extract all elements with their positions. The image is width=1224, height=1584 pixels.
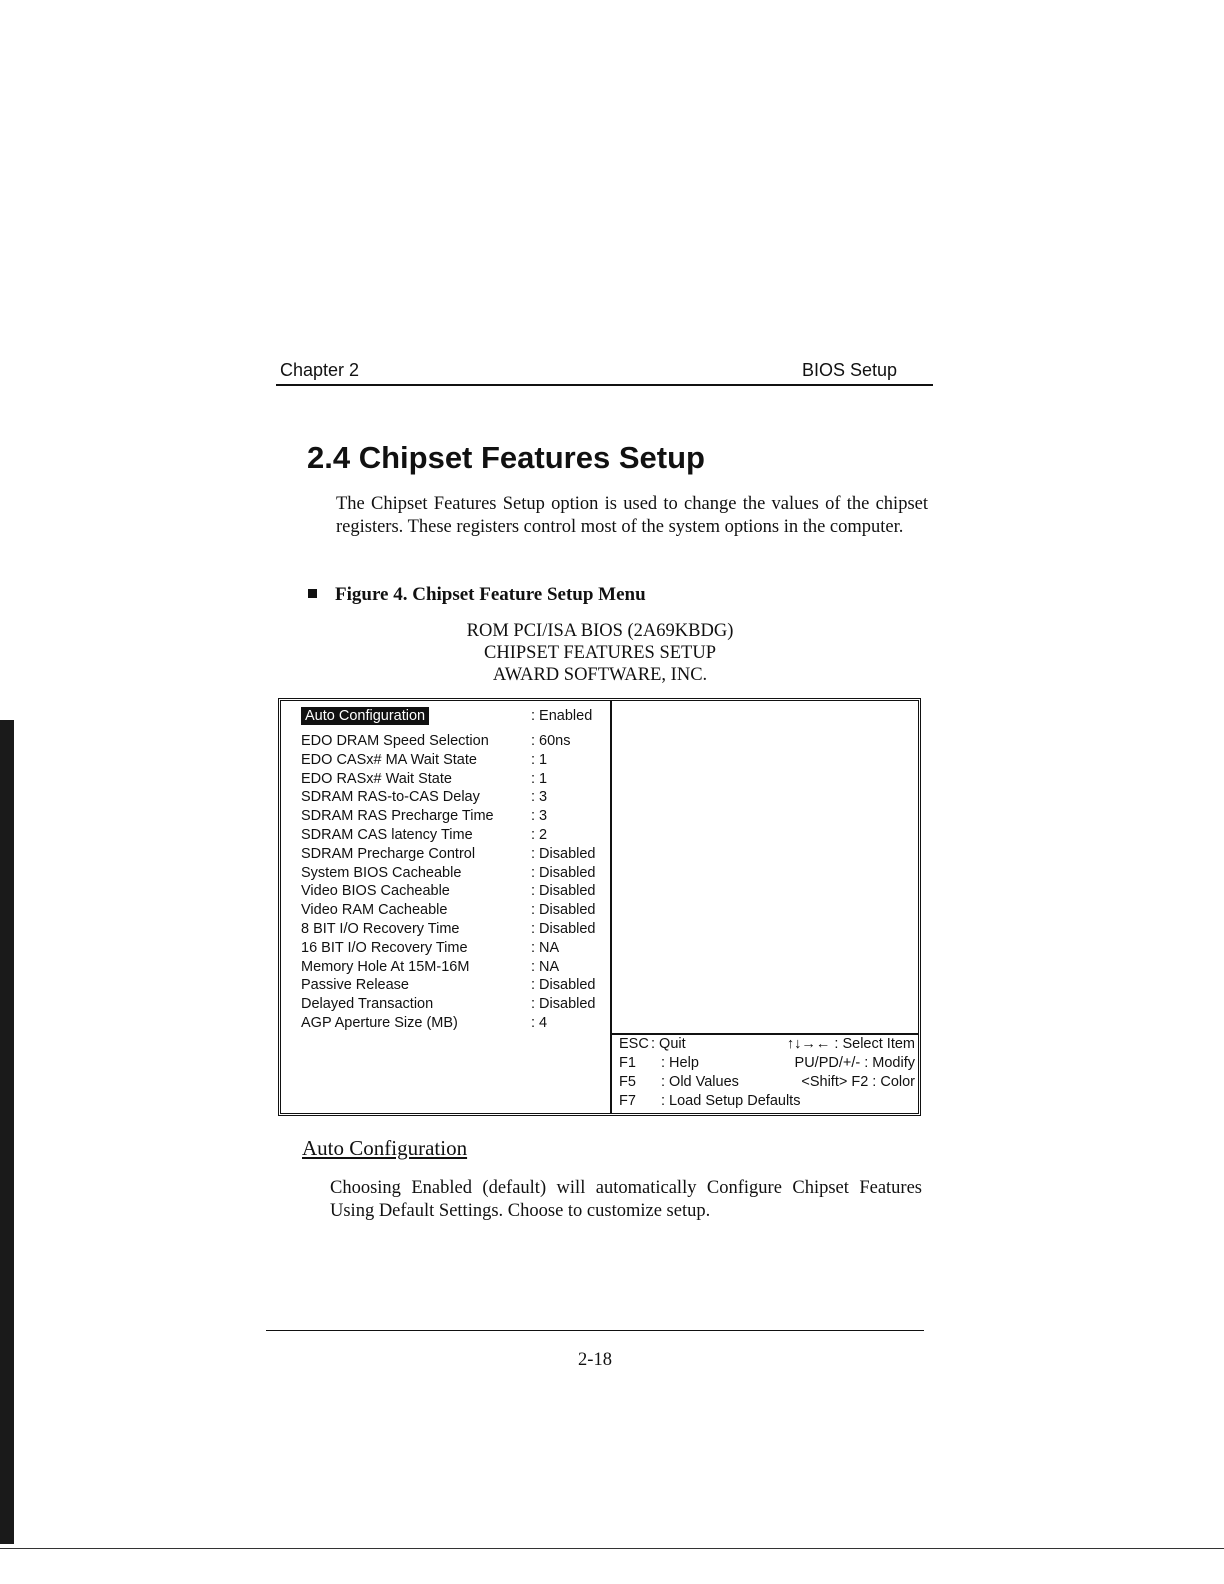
bios-option-value[interactable]: : Disabled <box>531 920 596 937</box>
key-help-row-esc <box>619 1035 915 1054</box>
bios-option-row[interactable] <box>301 705 611 732</box>
bios-option-value[interactable]: : 3 <box>531 789 548 806</box>
bios-option-value[interactable]: : 3 <box>531 808 548 825</box>
bios-option-value[interactable]: : Disabled <box>531 864 596 881</box>
bios-option-label: AGP Aperture Size (MB) <box>301 1014 458 1031</box>
key-esc: ESC <box>619 1036 649 1052</box>
bios-heading-line-1: ROM PCI/ISA BIOS (2A69KBDG) <box>466 621 734 641</box>
bios-option-label: EDO CASx# MA Wait State <box>301 751 477 768</box>
description-paragraph: Choosing Enabled (default) will automatically Configure Chipset Features Using Default Settings. Choose to customize setup. <box>330 1178 922 1221</box>
bios-option-label: 16 BIT I/O Recovery Time <box>301 939 468 956</box>
subheading: Auto Configuration <box>302 1136 468 1160</box>
key-select-item: ↑↓→← : Select Item <box>786 1036 915 1052</box>
page-number: 2-18 <box>578 1350 612 1370</box>
bios-option-value[interactable]: : 60ns <box>531 733 571 749</box>
chapter-label: Chapter 2 <box>280 360 360 380</box>
bios-option-label: Video BIOS Cacheable <box>301 883 450 900</box>
bios-key-help <box>619 1035 915 1111</box>
page-title: 2.4 Chipset Features Setup <box>307 440 705 475</box>
bios-option-row[interactable] <box>301 958 611 977</box>
bios-option-value[interactable]: : 2 <box>531 826 548 843</box>
bios-option-row[interactable] <box>301 732 611 751</box>
key-f5: F5 <box>619 1074 636 1090</box>
bios-option-row[interactable] <box>301 1014 611 1033</box>
bios-setup-screen <box>278 698 921 1116</box>
bios-option-label: 8 BIT I/O Recovery Time <box>301 920 460 937</box>
bios-option-label: Video RAM Cacheable <box>301 902 448 919</box>
bios-option-row[interactable] <box>301 939 611 958</box>
section-label: BIOS Setup <box>802 360 898 380</box>
scan-edge-artifact <box>0 720 14 1544</box>
key-f1-desc: : Help <box>661 1055 699 1071</box>
bios-option-row[interactable] <box>301 807 611 826</box>
bios-option-label: SDRAM CAS latency Time <box>301 826 473 843</box>
bios-option-row[interactable] <box>301 901 611 920</box>
bios-option-value[interactable]: : Disabled <box>531 996 596 1013</box>
bios-option-value[interactable]: : Disabled <box>531 883 596 900</box>
bios-option-row[interactable] <box>301 864 611 883</box>
bios-option-label: SDRAM RAS-to-CAS Delay <box>301 789 480 806</box>
scan-bottom-line <box>0 1548 1224 1549</box>
bios-option-label: SDRAM Precharge Control <box>301 845 476 862</box>
bios-option-row[interactable] <box>301 976 611 995</box>
bios-option-value[interactable]: : NA <box>531 958 560 975</box>
key-help-row-f7 <box>619 1092 915 1111</box>
bios-heading-line-2: CHIPSET FEATURES SETUP <box>484 643 716 663</box>
figure-caption-text: Figure 4. Chipset Feature Setup Menu <box>335 584 646 605</box>
bios-option-row[interactable] <box>301 770 611 789</box>
bullet-icon <box>308 589 317 598</box>
bios-option-label: System BIOS Cacheable <box>301 864 462 881</box>
bios-option-value[interactable]: : Disabled <box>531 902 596 919</box>
key-f1: F1 <box>619 1055 636 1071</box>
bios-option-row[interactable] <box>301 995 611 1014</box>
bios-option-row[interactable] <box>301 751 611 770</box>
bios-option-label: SDRAM RAS Precharge Time <box>301 808 494 825</box>
key-color: <Shift> F2 : Color <box>801 1074 915 1090</box>
bios-option-value[interactable]: : Disabled <box>531 845 596 862</box>
key-esc-desc: : Quit <box>651 1036 686 1052</box>
bios-option-row[interactable] <box>301 845 611 864</box>
bios-option-list <box>301 705 611 1033</box>
key-help-row-f5 <box>619 1073 915 1092</box>
bios-option-label: EDO DRAM Speed Selection <box>301 733 489 749</box>
bios-option-row[interactable] <box>301 920 611 939</box>
header-rule <box>276 384 933 386</box>
key-f7-desc: : Load Setup Defaults <box>661 1093 801 1109</box>
bios-option-row[interactable] <box>301 826 611 845</box>
bios-option-value[interactable]: : 1 <box>531 751 548 768</box>
footer-rule <box>266 1330 924 1331</box>
bios-option-label: Passive Release <box>301 977 409 994</box>
bios-option-label-selected[interactable]: Auto Configuration <box>301 707 429 725</box>
bios-option-label: EDO RASx# Wait State <box>301 770 452 787</box>
intro-paragraph: The Chipset Features Setup option is used to change the values of the chipset registers. These registers control most of the system options in the computer. <box>336 494 928 537</box>
bios-option-value[interactable]: : 4 <box>531 1014 548 1031</box>
bios-option-value[interactable]: : 1 <box>531 770 548 787</box>
figure-caption <box>308 584 646 606</box>
key-f7: F7 <box>619 1093 636 1109</box>
key-f5-desc: : Old Values <box>661 1074 739 1090</box>
key-help-row-f1 <box>619 1054 915 1073</box>
bios-heading <box>300 620 900 686</box>
bios-option-value[interactable]: : Enabled <box>531 708 593 724</box>
key-modify: PU/PD/+/- : Modify <box>794 1055 915 1071</box>
bios-option-value[interactable]: : Disabled <box>531 977 596 994</box>
bios-option-value[interactable]: : NA <box>531 939 560 956</box>
bios-option-label: Delayed Transaction <box>301 996 434 1013</box>
bios-option-row[interactable] <box>301 788 611 807</box>
bios-heading-line-3: AWARD SOFTWARE, INC. <box>492 665 708 685</box>
bios-option-row[interactable] <box>301 882 611 901</box>
bios-option-label: Memory Hole At 15M-16M <box>301 958 470 975</box>
